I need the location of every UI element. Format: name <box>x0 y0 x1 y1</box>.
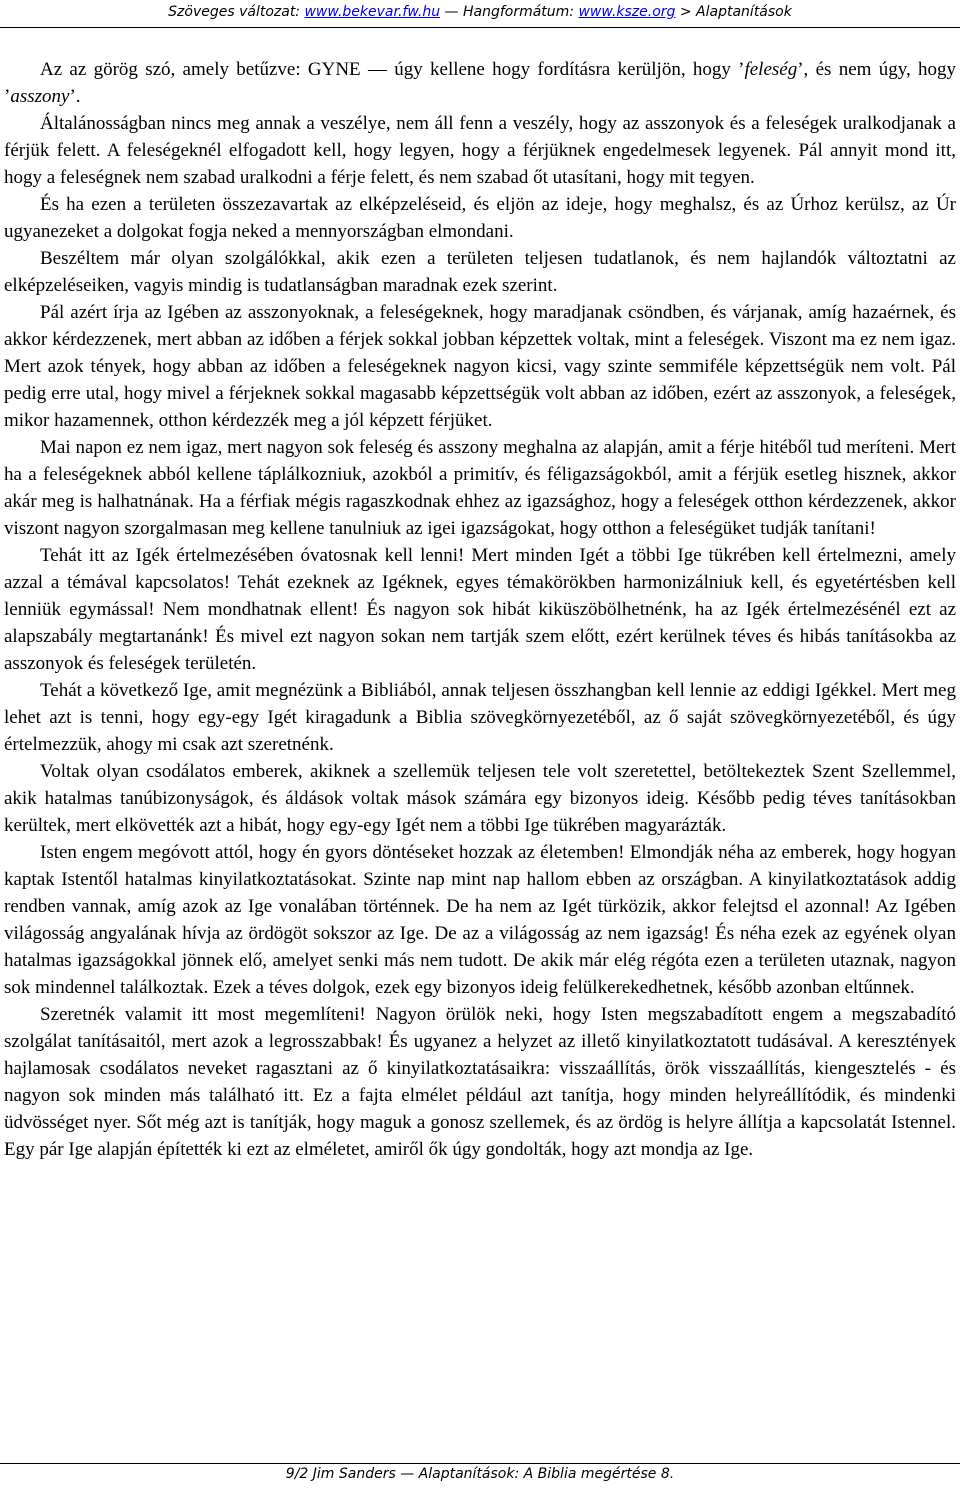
paragraph-text: És ha ezen a területen összezavartak az elképzeléseid, és eljön az ideje, hogy meghalsz, és az Úrhoz kerülsz, az Úr ugyanezeket a dolgokat fogja neked a mennyországban elmondani. <box>4 194 956 242</box>
emphasized-text: feleség <box>744 59 798 80</box>
paragraph <box>4 56 956 110</box>
paragraph-text: ’, és nem úgy, hogy ’ <box>4 59 956 107</box>
paragraph-text: Isten engem megóvott attól, hogy én gyors döntéseket hozzak az életemben! Elmondják néha az emberek, hogy hogyan kaptak Istentől hatalmas kinyilatkoztatásokat. Szinte nap mint nap hallom ebben az országban. A kinyilatkoztatások addig rendben vannak, amíg azok az Ige vonalában történnek. De ha nem az Igét türközik, akkor felejtsd el azonnal! Az Igében világosság angyalának hívja az ördögöt sokszor az Ige. De az a világosság az nem igazság! És néha ezek az egyének olyan hatalmas igazságokkal jönnek elő, amelyet senki más nem tudott. De akik már elég régóta ezen a területen utaznak, nagyon sok mindennel találkoztak. Ezek a téves dolgok, ezek egy bizonyos ideig felülkerekedhetnek, később azonban eltűnnek. <box>4 842 956 998</box>
header-divider <box>0 27 960 28</box>
paragraph <box>4 299 956 434</box>
page-footer: 9/2 Jim Sanders — Alaptanítások: A Biblia megértése 8. <box>285 1466 675 1482</box>
paragraph <box>4 839 956 1001</box>
paragraph-text: Szeretnék valamit itt most megemlíteni! Nagyon örülök neki, hogy Isten megszabadított engem a megszabadító szolgálat tanításaitól, mert azok a legrosszabbak! És ugyanez a helyzet az illető kinyilatkoztatott tudásával. A keresztények hajlamosak csodálatos neveket ragasztani az ő kinyilatkoztatásaikra: visszaállítás, örök visszaállítás, kiengesztelés - és nagyon sok minden más található itt. Ez a fajta elmélet például azt tanítja, hogy minden helyreállítódik, és mindenki üdvösséget nyer. Sőt még azt is tanítják, hogy maguk a gonosz szellemek, és az ördög is helyre állítja a kapcsolatát Istennel. Egy pár Ige alapján építették ki ezt az elméletet, amiről ők úgy gondolták, hogy azt mondja az Ige. <box>4 1004 956 1160</box>
header-prefix: Szöveges változat: <box>168 4 305 20</box>
paragraph <box>4 110 956 191</box>
body-text <box>4 56 956 1163</box>
header-link-bekevar[interactable]: www.bekevar.fw.hu <box>304 4 441 20</box>
paragraph-text: Általánosságban nincs meg annak a veszélye, nem áll fenn a veszély, hogy az asszonyok és a feleségek uralkodjanak a férjük felett. A feleségeknél elfogadott kell, hogy legyen, hogy a férjüknek engedelmesek legyenek. Pál annyit mond itt, hogy a feleségnek nem szabad uralkodni a férje felett, és nem szabad őt utasítani, hogy mit tegyen. <box>4 113 956 188</box>
footer-divider <box>0 1463 960 1464</box>
paragraph <box>4 677 956 758</box>
paragraph <box>4 542 956 677</box>
header-middle: — Hangformátum: <box>440 4 579 20</box>
paragraph <box>4 434 956 542</box>
paragraph-text: Mai napon ez nem igaz, mert nagyon sok feleség és asszony meghalna az alapján, amit a férje hitéből tud meríteni. Mert ha a feleségeknek abból kellene táplálkozniuk, azokból a primitív, és féligazságokból, amit a férjük esetleg hisznek, akkor akár meg is halhatnának. Ha a férfiak mégis ragaszkodnak ehhez az igazsághoz, hogy a feleségek otthon kérdezzenek, akkor viszont nagyon szorgalmasan meg kellene tanulniuk az igei igazságokat, hogy otthon a feleségüket tudják tanítani! <box>4 437 956 539</box>
paragraph-text: Voltak olyan csodálatos emberek, akiknek a szellemük teljesen tele volt szeretettel, betöltekeztek Szent Szellemmel, akik hatalmas tanúbizonyságok, és áldások voltak mások számára egy bizonyos ideig. Később pedig téves tanításokban kerültek, mert elkövették azt a hibát, hogy egy-egy Igét nem a többi Ige tükrében magyarázták. <box>4 761 956 836</box>
page-header <box>0 4 960 20</box>
header-link-ksze[interactable]: www.ksze.org <box>578 4 676 20</box>
paragraph-text: Beszéltem már olyan szolgálókkal, akik ezen a területen teljesen tudatlanok, és nem hajlandók változtatni az elképzeléseiken, vagyis mindig is tudatlanságban maradnak ezek szerint. <box>4 248 956 296</box>
paragraph-text: Az az görög szó, amely betűzve: GYNE — úgy kellene hogy fordításra kerüljön, hogy ’ <box>40 59 745 80</box>
paragraph <box>4 1001 956 1163</box>
emphasized-text: asszony <box>10 86 70 107</box>
paragraph-text: Tehát a következő Ige, amit megnézünk a Bibliából, annak teljesen összhangban kell lennie az eddigi Igékkel. Mert meg lehet azt is tenni, hogy egy-egy Igét kiragadunk a Biblia szövegkörnyezetéből, az ő saját szövegkörnyezetéből, és úgy értelmezzük, ahogy mi csak azt szeretnénk. <box>4 680 956 755</box>
header-suffix: > Alaptanítások <box>675 4 792 20</box>
paragraph <box>4 758 956 839</box>
paragraph-text: Tehát itt az Igék értelmezésében óvatosnak kell lenni! Mert minden Igét a többi Ige tükrében kell értelmezni, amely azzal a témával kapcsolatos! Tehát ezeknek az Igéknek, egyes témakörökben harmonizálniuk kell, és egyetértésben kell lenniük egymással! Nem mondhatnak ellent! És nagyon sok hibát kiküszöbölhetnénk, ha az Igék értelmezésénél ezt az alapszabály megtartanánk! És mivel ezt nagyon sokan nem tartják szem előtt, ezért kerülnek téves és hibás tanításokba az asszonyok és feleségek területén. <box>4 545 956 674</box>
paragraph-text: Pál azért írja az Igében az asszonyoknak, a feleségeknek, hogy maradjanak csöndben, és várjanak, amíg hazaérnek, és akkor kérdezzenek, mert abban az időben a férjek sokkal jobban képzettek voltak, mint a feleségek. Viszont ma ez nem igaz. Mert azok tények, hogy abban az időben a feleségeknek nagyon kicsi, vagy szinte semmiféle képzettségük nem volt. Pál pedig erre utal, hogy mivel a férjeknek sokkal magasabb képzettségük volt abban az időben, ezért az asszonyok, a feleségek, mikor hazamennek, otthon kérdezzék meg a jól képzett férjüket. <box>4 302 956 431</box>
paragraph-text: ’. <box>69 86 81 107</box>
paragraph <box>4 191 956 245</box>
paragraph <box>4 245 956 299</box>
